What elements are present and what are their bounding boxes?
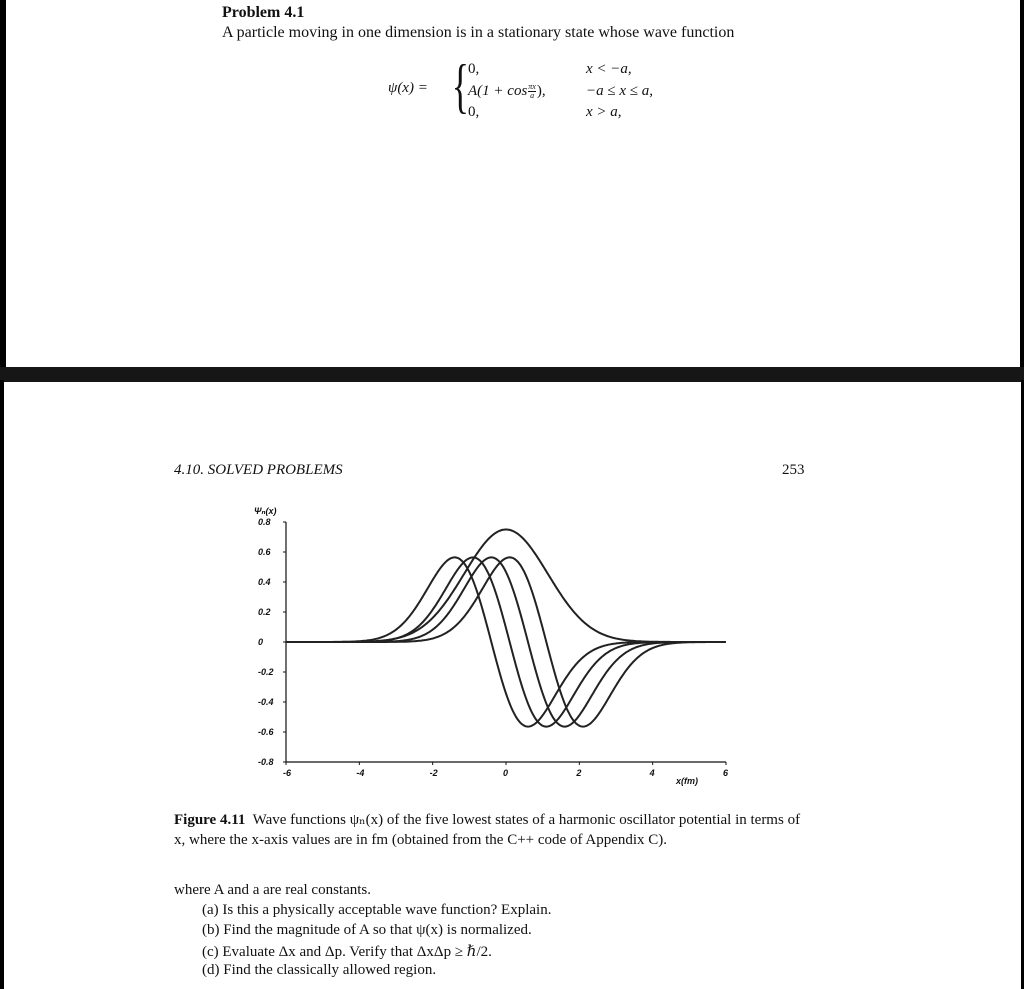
chart-x-label: x(fm) — [676, 776, 698, 786]
figure-label: Figure 4.11 — [174, 812, 246, 828]
right-border — [1020, 0, 1024, 370]
problem-text: A particle moving in one dimension is in a stationary state whose wave function — [222, 24, 735, 41]
left-border — [0, 0, 6, 370]
questions-intro: where A and a are real constants. — [174, 882, 371, 898]
question-c: (c) Evaluate Δx and Δp. Verify that ΔxΔp ≥ ℏ/2. — [202, 944, 492, 960]
question-d: (d) Find the classically allowed region. — [202, 962, 437, 978]
y-tick-label: -0.6 — [258, 727, 274, 737]
y-tick-label: 0.2 — [258, 607, 271, 617]
figure-caption — [174, 810, 814, 850]
equation-row3-value: 0, — [468, 104, 480, 120]
x-tick-label: 0 — [503, 768, 509, 778]
x-tick-label: -4 — [356, 768, 365, 778]
question-b: (b) Find the magnitude of A so that ψ(x) is normalized. — [202, 922, 532, 938]
x-tick-label: 2 — [576, 768, 582, 778]
section-header: 4.10. SOLVED PROBLEMS — [174, 462, 343, 478]
question-a: (a) Is this a physically acceptable wave function? Explain. — [202, 902, 552, 918]
x-tick-label: 6 — [723, 768, 729, 778]
y-tick-label: 0.4 — [258, 577, 271, 587]
y-tick-label: -0.4 — [258, 697, 274, 707]
y-tick-label: 0.8 — [258, 517, 271, 527]
y-tick-label: -0.2 — [258, 667, 274, 677]
y-tick-label: -0.8 — [258, 757, 274, 767]
separator-band — [0, 367, 1024, 382]
chart-y-label: Ψₙ(x) — [254, 506, 277, 516]
problem-title: Problem 4.1 — [222, 4, 305, 21]
equation-brace: { — [451, 53, 470, 119]
equation-row1-value: 0, — [468, 61, 480, 77]
wave-function-chart — [240, 500, 740, 790]
x-tick-label: -2 — [429, 768, 438, 778]
left-border-lower — [0, 380, 4, 989]
equation-row1-condition: x < −a, — [586, 61, 632, 77]
x-tick-label: -6 — [283, 768, 292, 778]
wave-function-equation — [388, 53, 708, 124]
y-tick-label: 0.6 — [258, 547, 271, 557]
equation-row2-value: A(1 + cos $\frac{\pi x}{a}$ ), — [468, 82, 546, 101]
figure-caption-text: Wave functions ψₙ(x) of the five lowest states of a harmonic oscillator potential in terms of x, where the x-axis values are in fm (obtained from the C++ code of Appendix C). — [174, 812, 801, 848]
page-number: 253 — [782, 462, 805, 478]
x-tick-label: 4 — [649, 768, 655, 778]
equation-row3-condition: x > a, — [586, 104, 622, 120]
equation-lhs: ψ(x) = — [388, 80, 428, 96]
y-tick-label: 0 — [258, 637, 264, 647]
equation-row2-condition: −a ≤ x ≤ a, — [586, 83, 653, 99]
